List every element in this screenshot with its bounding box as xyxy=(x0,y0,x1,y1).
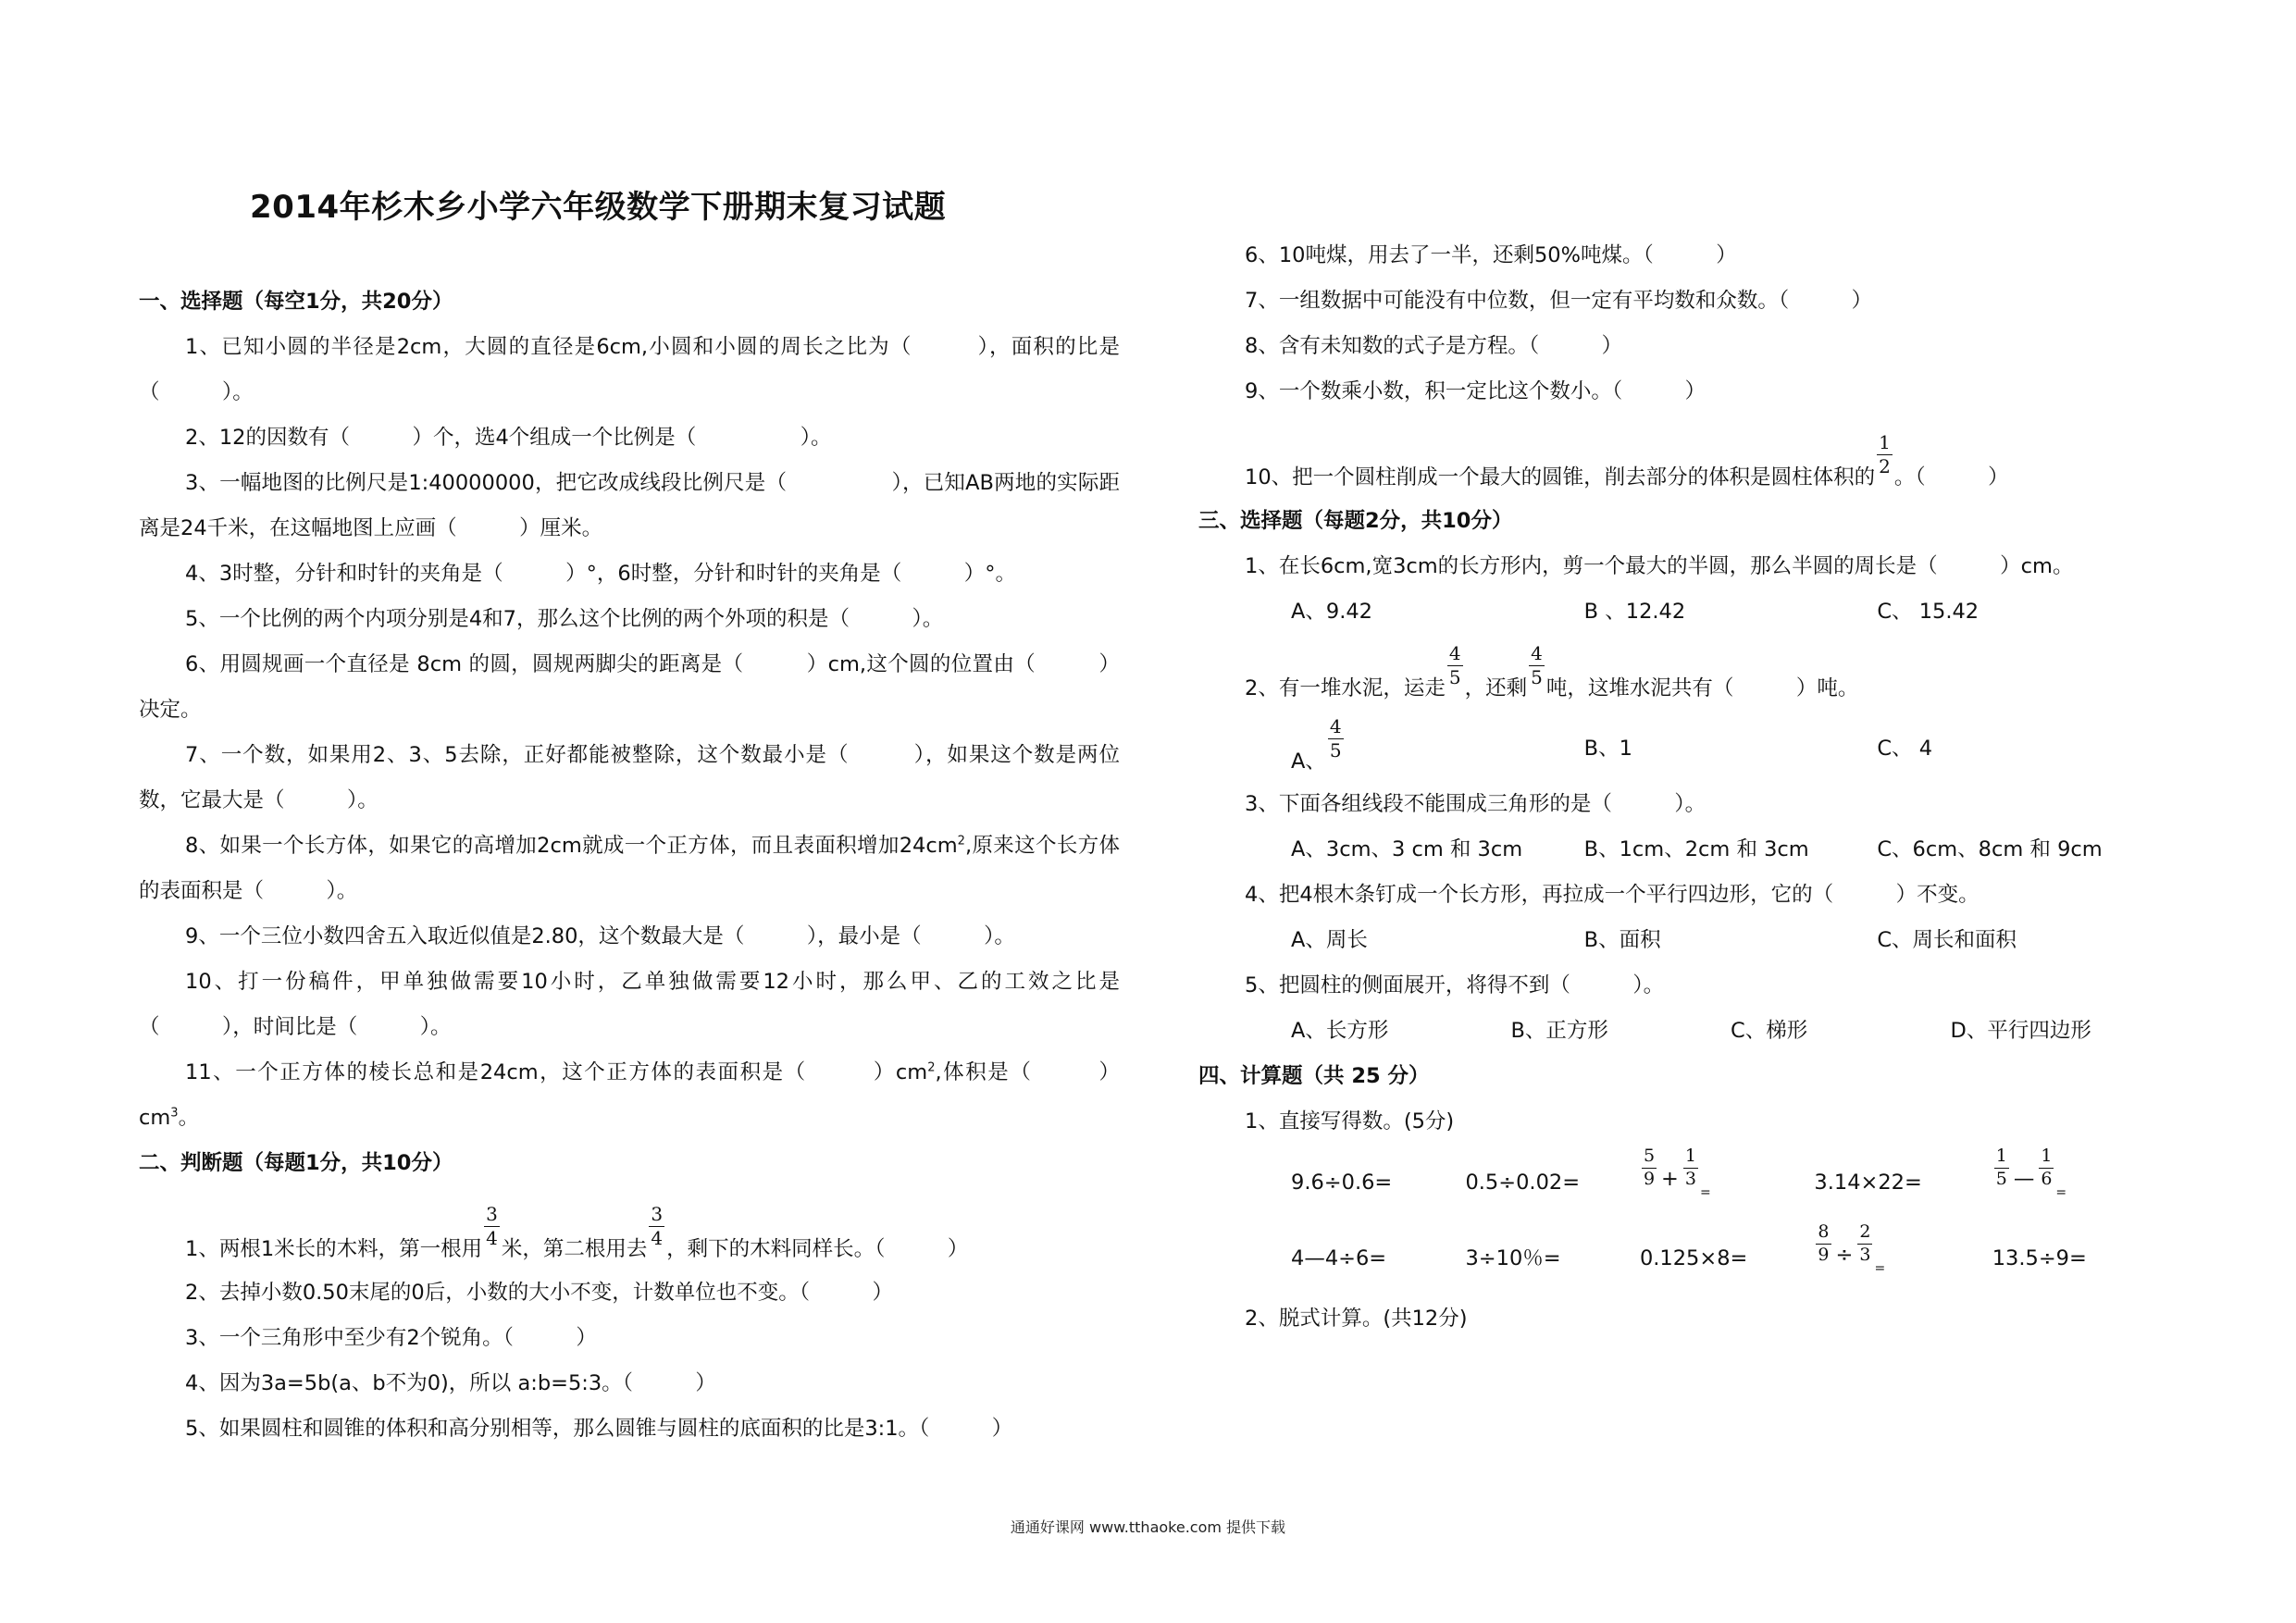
option-c: C、 4 xyxy=(1877,737,1933,761)
denominator: 6 xyxy=(2041,1168,2053,1189)
denominator: 4 xyxy=(486,1227,498,1249)
judge-3: 3、一个三角形中至少有2个锐角。（ ） xyxy=(185,1326,597,1350)
fraction xyxy=(1816,1220,1831,1265)
question-8 xyxy=(139,824,1120,914)
calc-item: 13.5÷9= xyxy=(1992,1245,2087,1270)
numerator: 2 xyxy=(1857,1223,1872,1245)
choice-5-options xyxy=(1198,1009,2170,1054)
numerator: 1 xyxy=(1994,1147,2009,1169)
judge-10-text-a: 10、把一个圆柱削成一个最大的圆锥，削去部分的体积是圆柱体积的 xyxy=(1245,465,1876,489)
question-8-text-a: 8、如果一个长方体，如果它的高增加2cm就成一个正方体，而且表面积增加24cm xyxy=(185,834,958,858)
equals-sign: = xyxy=(2055,1185,2067,1201)
numerator: 3 xyxy=(651,1203,664,1225)
judge-7: 7、一组数据中可能没有中位数，但一定有平均数和众数。（ ） xyxy=(1245,289,1873,313)
denominator: 4 xyxy=(651,1227,664,1249)
judge-8: 8、含有未知数的式子是方程。（ ） xyxy=(1245,334,1623,358)
choice-3-options xyxy=(1198,827,2170,873)
equals-sign: = xyxy=(1874,1261,1886,1277)
denominator: 2 xyxy=(1879,455,1891,477)
calc-row-2 xyxy=(1198,1220,2170,1296)
judge-6: 6、10吨煤，用去了一半，还剩50%吨煤。（ ） xyxy=(1245,243,1737,267)
option-b: B、面积 xyxy=(1583,928,1661,952)
fraction xyxy=(2039,1147,2054,1189)
judge-2: 2、去掉小数0.50末尾的0后，小数的大小不变，计数单位也不变。（ ） xyxy=(185,1281,893,1305)
question-2: 2、12的因数有（ ）个，选4个组成一个比例是（ ）。 xyxy=(185,426,832,450)
equals-sign: = xyxy=(1699,1185,1711,1201)
section-heading-judge: 二、判断题（每题1分，共10分） xyxy=(139,1151,453,1175)
calc-item: 3.14×22= xyxy=(1814,1170,1922,1195)
choice-4: 4、把4根木条钉成一个长方形，再拉成一个平行四边形，它的（ ）不变。 xyxy=(1245,883,1980,907)
option-d: D、平行四边形 xyxy=(1950,1019,2091,1043)
calc-instruction-2: 2、脱式计算。(共12分) xyxy=(1245,1307,1468,1331)
option-a: A、长方形 xyxy=(1291,1019,1389,1043)
denominator: 3 xyxy=(1859,1244,1871,1265)
question-7: 7、一个数，如果用2、3、5去除，正好都能被整除，这个数最小是（ ），如果这个数是两位数，它最大是（ ）。 xyxy=(139,743,1120,812)
numerator: 3 xyxy=(486,1203,498,1225)
judge-1-text-a: 1、两根1米长的木料，第一根用 xyxy=(185,1237,483,1261)
option-c: C、梯形 xyxy=(1731,1019,1808,1043)
judge-1-text-c: ，剩下的木料同样长。（ ） xyxy=(666,1237,969,1261)
option-a: A、3cm、3 cm 和 3cm xyxy=(1291,837,1523,861)
question-4: 4、3时整，分针和时针的夹角是（ ）°，6时整，分针和时针的夹角是（ ）°。 xyxy=(185,562,1016,586)
numerator: 4 xyxy=(1531,642,1543,664)
question-11-text-b: ,体积是（ ）cm xyxy=(139,1060,1120,1130)
choice-3: 3、下面各组线段不能围成三角形的是（ ）。 xyxy=(1245,792,1706,816)
page-footer: 通通好课网 www.tthaoke.com 提供下载 xyxy=(1010,1518,1286,1536)
superscript: 2 xyxy=(927,1060,936,1075)
fraction-four-fifths xyxy=(1529,644,1545,688)
page-title: 2014年杉木乡小学六年级数学下册期末复习试题 xyxy=(250,189,947,226)
choice-4-options xyxy=(1198,918,2170,963)
judge-4: 4、因为3a=5b(a、b不为0)，所以 a:b=5:3。（ ） xyxy=(185,1371,716,1395)
denominator: 5 xyxy=(1448,666,1461,688)
question-10: 10、打一份稿件，甲单独做需要10小时，乙单独做需要12小时，那么甲、乙的工效之比是（ ），时间比是（ ）。 xyxy=(139,970,1120,1039)
calc-item: 0.5÷0.02= xyxy=(1465,1170,1581,1195)
fraction-three-quarters xyxy=(649,1205,664,1248)
calc-item-fraction-sum xyxy=(1640,1145,1814,1217)
judge-5: 5、如果圆柱和圆锥的体积和高分别相等，那么圆锥与圆柱的底面积的比是3:1。（ ） xyxy=(185,1417,1013,1441)
option-a: A、周长 xyxy=(1291,928,1368,952)
numerator: 4 xyxy=(1329,715,1342,737)
calc-item: 4—4÷6= xyxy=(1291,1245,1387,1270)
numerator: 1 xyxy=(1879,431,1891,453)
calc-item-fraction-quotient xyxy=(1814,1220,1992,1293)
option-a: A、9.42 xyxy=(1291,600,1372,624)
numerator: 1 xyxy=(2039,1147,2054,1169)
numerator: 1 xyxy=(1683,1147,1698,1169)
option-b: B 、12.42 xyxy=(1583,600,1686,624)
numerator: 8 xyxy=(1816,1223,1831,1245)
fraction xyxy=(1857,1220,1872,1265)
denominator: 5 xyxy=(1329,739,1342,762)
choice-2-text-c: 吨，这堆水泥共有（ ）吨。 xyxy=(1545,676,1859,700)
choice-2-options xyxy=(1198,710,2170,782)
fraction xyxy=(1994,1147,2009,1189)
denominator: 3 xyxy=(1684,1168,1696,1189)
denominator: 9 xyxy=(1818,1244,1830,1265)
fraction xyxy=(1683,1147,1698,1189)
section-heading-choice: 三、选择题（每题2分，共10分） xyxy=(1198,509,1513,533)
option-a-label: A、 xyxy=(1291,750,1326,774)
question-11-text-c: 。 xyxy=(178,1106,200,1130)
fraction-one-half xyxy=(1877,433,1893,477)
judge-1-text-b: 米，第二根用去 xyxy=(501,1237,648,1261)
option-c: C、 15.42 xyxy=(1877,600,1980,624)
judge-9: 9、一个数乘小数，积一定比这个数小。（ ） xyxy=(1245,379,1706,403)
question-11 xyxy=(139,1050,1120,1141)
choice-2-text-a: 2、有一堆水泥，运走 xyxy=(1245,676,1446,700)
superscript: 3 xyxy=(170,1106,179,1121)
denominator: 5 xyxy=(1995,1168,2007,1189)
option-b: B、1 xyxy=(1583,737,1632,761)
option-b: B、正方形 xyxy=(1510,1019,1608,1043)
section-heading-choice-fill: 一、选择题（每空1分，共20分） xyxy=(139,290,453,314)
right-column xyxy=(1198,233,2170,1342)
calc-row-1 xyxy=(1198,1145,2170,1220)
option-b: B、1cm、2cm 和 3cm xyxy=(1583,837,1809,861)
left-column xyxy=(139,279,1120,1452)
superscript: 2 xyxy=(957,834,965,849)
numerator: 4 xyxy=(1448,642,1461,664)
operator: ÷ xyxy=(1835,1243,1854,1268)
question-8-text-b: ,原来这个长方体的表面积是（ ）。 xyxy=(139,834,1121,903)
question-11-text-a: 11、一个正方体的棱长总和是24cm，这个正方体的表面积是（ ）cm xyxy=(185,1060,928,1084)
denominator: 5 xyxy=(1531,666,1543,688)
choice-1-options xyxy=(1198,589,2170,635)
choice-2 xyxy=(1198,635,2170,710)
option-c: C、6cm、8cm 和 9cm xyxy=(1877,837,2103,861)
question-3: 3、一幅地图的比例尺是1:40000000，把它改成线段比例尺是（ ），已知AB两地的实际距离是24千米，在这幅地图上应画（ ）厘米。 xyxy=(139,471,1120,540)
choice-2-text-b: ，还剩 xyxy=(1464,676,1528,700)
question-5: 5、一个比例的两个内项分别是4和7，那么这个比例的两个外项的积是（ ）。 xyxy=(185,607,944,631)
calc-item: 9.6÷0.6= xyxy=(1291,1170,1393,1195)
section-heading-calculation: 四、计算题（共 25 分） xyxy=(1198,1064,1430,1088)
option-a xyxy=(1291,715,1584,782)
choice-5: 5、把圆柱的侧面展开，将得不到（ ）。 xyxy=(1245,973,1665,997)
fraction-four-fifths xyxy=(1447,644,1463,688)
operator: — xyxy=(2013,1167,2035,1192)
calc-instruction-1: 1、直接写得数。(5分) xyxy=(1245,1109,1455,1134)
judge-1 xyxy=(139,1186,1120,1270)
question-6: 6、用圆规画一个直径是 8cm 的圆，圆规两脚尖的距离是（ ）cm,这个圆的位置由（ ）决定。 xyxy=(139,652,1120,722)
calc-item: 3÷10％= xyxy=(1465,1245,1561,1270)
judge-10 xyxy=(1198,415,2170,499)
question-1: 1、已知小圆的半径是2cm，大圆的直径是6cm,小圆和小圆的周长之比为（ ），面积的比是（ ）。 xyxy=(139,335,1120,404)
judge-10-text-b: 。（ ） xyxy=(1893,465,2009,489)
choice-1: 1、在长6cm,宽3cm的长方形内，剪一个最大的半圆，那么半圆的周长是（ ）cm。 xyxy=(1245,554,2074,578)
fraction-four-fifths xyxy=(1328,717,1344,761)
fraction xyxy=(1642,1147,1657,1189)
denominator: 9 xyxy=(1643,1168,1656,1189)
operator: + xyxy=(1661,1167,1679,1192)
numerator: 5 xyxy=(1642,1147,1657,1169)
question-9: 9、一个三位小数四舍五入取近似值是2.80，这个数最大是（ ），最小是（ ）。 xyxy=(185,924,1015,948)
calc-item-fraction-difference xyxy=(1992,1145,2170,1217)
fraction-three-quarters xyxy=(484,1205,500,1248)
option-c: C、周长和面积 xyxy=(1877,928,2017,952)
calc-item: 0.125×8= xyxy=(1639,1245,1748,1270)
